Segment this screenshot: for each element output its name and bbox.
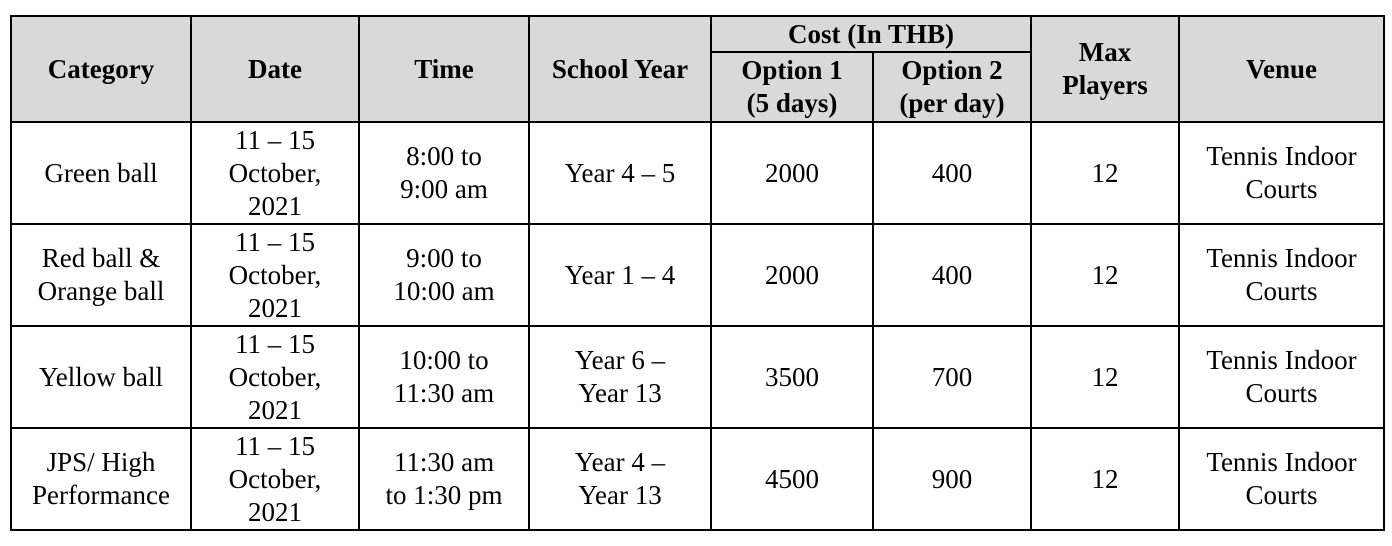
cell-time: 9:00 to 10:00 am [359, 224, 529, 326]
cell-time: 10:00 to 11:30 am [359, 326, 529, 428]
cell-max-players: 12 [1031, 326, 1179, 428]
table-row [11, 428, 1384, 530]
header-category: Category [11, 16, 191, 122]
table-header [11, 16, 1384, 122]
cell-category: JPS/ High Performance [11, 428, 191, 530]
cell-option-2: 900 [873, 428, 1031, 530]
cell-school-year: Year 4 – Year 13 [529, 428, 711, 530]
header-option-2: Option 2 (per day) [873, 52, 1031, 122]
header-time: Time [359, 16, 529, 122]
cell-option-2: 400 [873, 224, 1031, 326]
cell-option-2: 700 [873, 326, 1031, 428]
cell-time: 11:30 am to 1:30 pm [359, 428, 529, 530]
header-option-1: Option 1 (5 days) [711, 52, 873, 122]
cell-category: Yellow ball [11, 326, 191, 428]
cell-date: 11 – 15 October, 2021 [191, 122, 359, 224]
cell-school-year: Year 6 – Year 13 [529, 326, 711, 428]
cell-option-2: 400 [873, 122, 1031, 224]
cell-school-year: Year 1 – 4 [529, 224, 711, 326]
cell-option-1: 3500 [711, 326, 873, 428]
cell-max-players: 12 [1031, 428, 1179, 530]
cell-date: 11 – 15 October, 2021 [191, 224, 359, 326]
cell-date: 11 – 15 October, 2021 [191, 326, 359, 428]
cell-option-1: 2000 [711, 122, 873, 224]
cell-venue: Tennis Indoor Courts [1179, 428, 1384, 530]
header-school-year: School Year [529, 16, 711, 122]
header-venue: Venue [1179, 16, 1384, 122]
table-row [11, 122, 1384, 224]
table-body [11, 122, 1384, 530]
header-max-players: Max Players [1031, 16, 1179, 122]
table-row [11, 326, 1384, 428]
header-cost-group: Cost (In THB) [711, 16, 1031, 52]
cell-category: Red ball & Orange ball [11, 224, 191, 326]
header-row-top [11, 16, 1384, 52]
cell-venue: Tennis Indoor Courts [1179, 224, 1384, 326]
cell-school-year: Year 4 – 5 [529, 122, 711, 224]
cell-time: 8:00 to 9:00 am [359, 122, 529, 224]
cell-max-players: 12 [1031, 122, 1179, 224]
cell-venue: Tennis Indoor Courts [1179, 326, 1384, 428]
table-row [11, 224, 1384, 326]
header-date: Date [191, 16, 359, 122]
cell-date: 11 – 15 October, 2021 [191, 428, 359, 530]
schedule-table [10, 15, 1385, 531]
cell-option-1: 2000 [711, 224, 873, 326]
cell-category: Green ball [11, 122, 191, 224]
cell-option-1: 4500 [711, 428, 873, 530]
cell-venue: Tennis Indoor Courts [1179, 122, 1384, 224]
cell-max-players: 12 [1031, 224, 1179, 326]
